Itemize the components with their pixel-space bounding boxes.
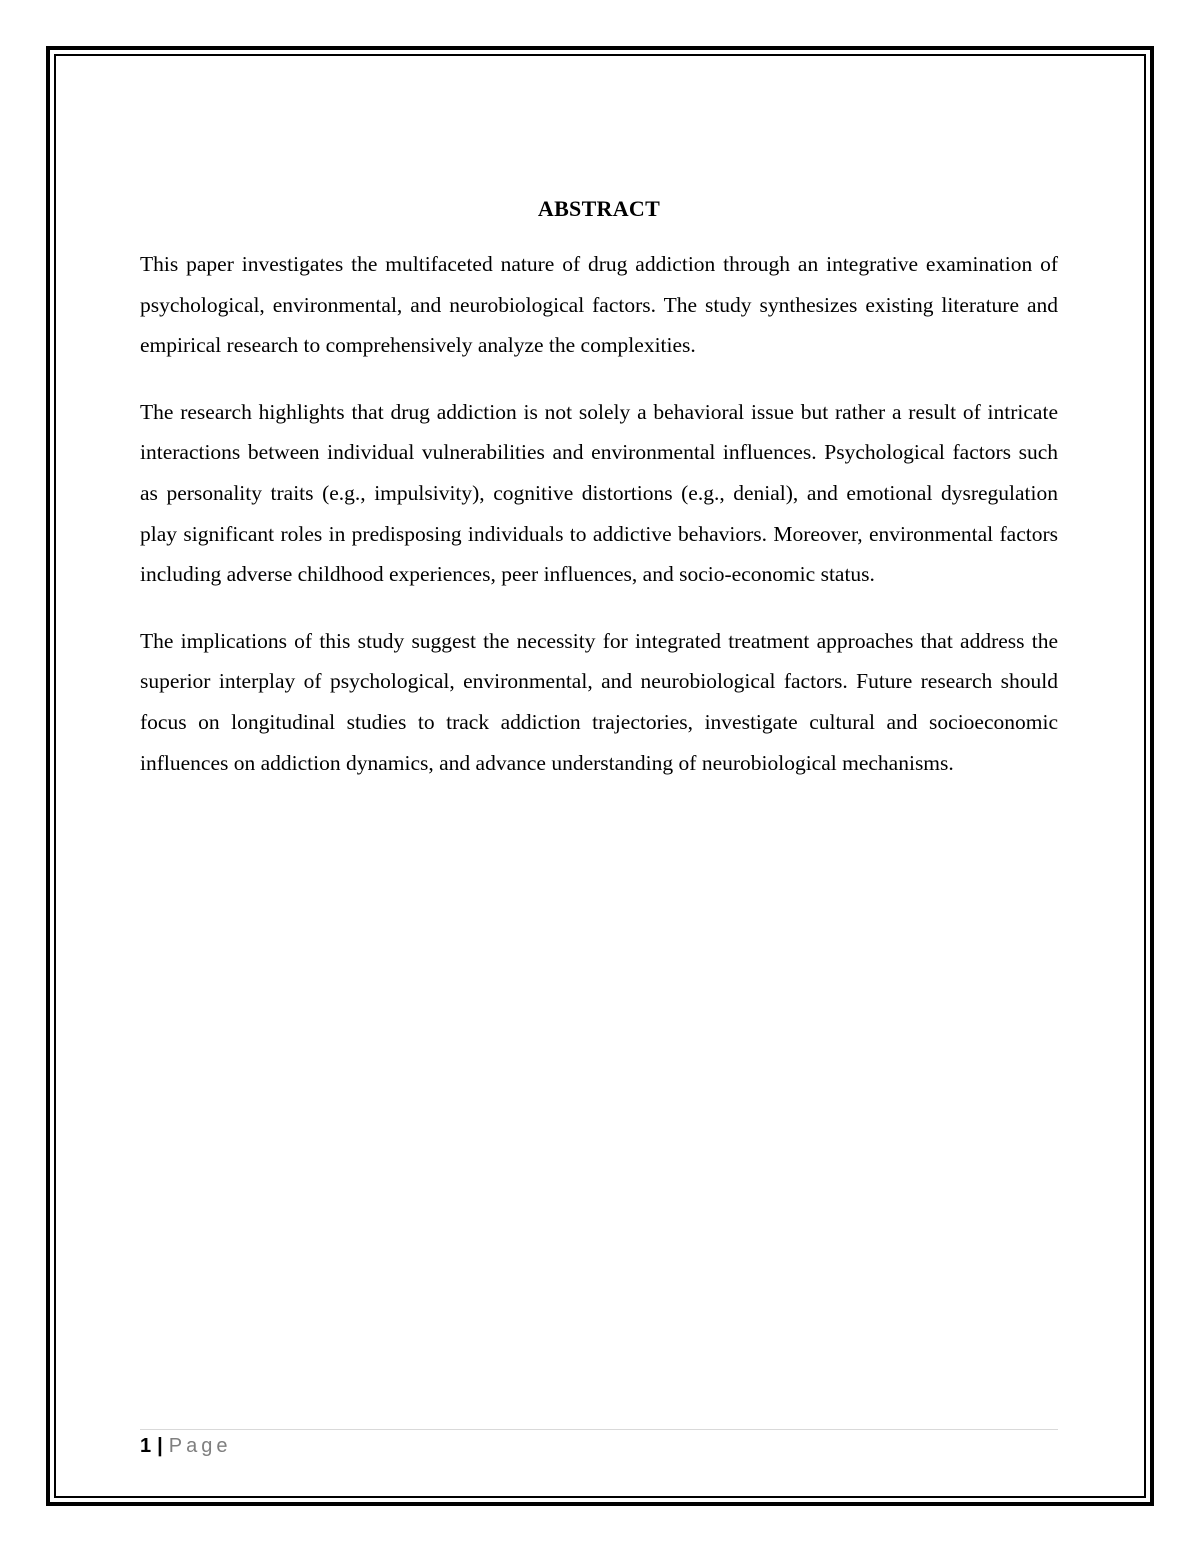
- abstract-paragraph-2: The research highlights that drug addiction is not solely a behavioral issue but rather a result of intricate interactions between individual vulnerabilities and environmental influences. Psychological factors such as personality traits (e.g., impulsivity), cognitive distortions (e.g., denial), and emotional dysregulation play significant roles in predisposing individuals to addictive behaviors. Moreover, environmental factors including adverse childhood experiences, peer influences, and socio-economic status.: [140, 399, 1058, 587]
- page-footer: [140, 1432, 231, 1460]
- abstract-paragraph-3: The implications of this study suggest the necessity for integrated treatment approaches that address the superior interplay of psychological, environmental, and neurobiological factors. Future research should focus on longitudinal studies to track addiction trajectories, investigate cultural and socioeconomic influences on addiction dynamics, and advance understanding of neurobiological mechanisms.: [140, 628, 1058, 775]
- abstract-section: [140, 190, 1058, 809]
- abstract-paragraph-1: This paper investigates the multifaceted nature of drug addiction through an integrative examination of psychological, environmental, and neurobiological factors. The study synthesizes existing literature and empirical research to comprehensively analyze the complexities.: [140, 252, 1058, 358]
- footer-divider: [140, 1429, 1058, 1430]
- page-label: Page: [168, 1435, 232, 1457]
- abstract-title: ABSTRACT: [537, 196, 661, 221]
- page-separator: |: [157, 1435, 163, 1457]
- page-number: 1: [140, 1435, 152, 1457]
